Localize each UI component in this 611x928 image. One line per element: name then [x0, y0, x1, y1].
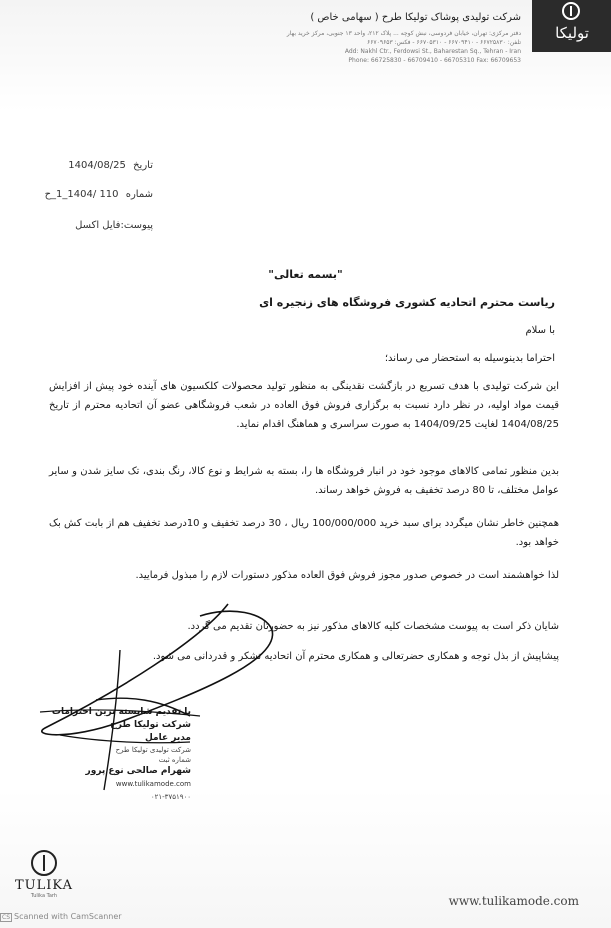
stamp-website: www.tulikamode.com [115, 780, 191, 788]
body-paragraph: این شرکت تولیدی با هدف تسریع در بازگشت نقدینگی به منظور تولید محصولات کلکسیون های آینده خود پیش از افزایش قیمت مواد اولیه، در نظر دارد نسبت به برگزاری فروش فوق العاده در شعب فروشگاهی عضو آن اتحادیه محترم از تاریخ 1404/08/25 لغایت 1404/09/25 به صورت سراسری و هماهنگ اقدام نماید. [49, 381, 559, 430]
company-name: شرکت تولیدی پوشاک تولیکا طرح ( سهامی خاص ) [310, 12, 521, 23]
camscanner-icon: CS [2, 914, 10, 921]
scanner-text: Scanned with CamScanner [14, 912, 122, 921]
number-label: شماره [125, 189, 153, 200]
signer-name: شهرام صالحی نوع پرور [85, 766, 191, 776]
greeting: با سلام [525, 325, 555, 336]
address-line: Add: Nakhl Ctr., Ferdowsi St., Baharestan Sq., Tehran - Iran [344, 48, 521, 55]
address-line: Phone: 66725830 - 66709410 - 66705310 Fax: 66709653 [348, 57, 521, 64]
body-paragraph: پیشاپیش از بذل توجه و همکاری حضرتعالی و همکاری محترم آن اتحادیه تشکر و قدردانی می شود. [152, 651, 559, 662]
date-value: 1404/08/25 [68, 160, 126, 171]
closing-line: با تقدیم شایسته ترین احترامات [51, 707, 191, 717]
body-paragraph: لذا خواهشمند است در خصوص صدور مجوز فروش فوق العاده مذکور دستورات لازم را مبذول فرمایید. [135, 570, 559, 581]
bismillah-heading: "بسمه تعالی" [268, 268, 343, 281]
attachment-note: پیوست:فایل اکسل [75, 220, 153, 231]
body-paragraph: همچنین خاطر نشان میگردد برای سبد خرید 100/000/000 ریال ، 30 درصد تخفیف و 10درصد تخفیف هم از بابت کش بک خواهد بود. [49, 518, 559, 548]
signer-title: مدیر عامل [144, 733, 191, 743]
body-paragraph: بدین منظور تمامی کالاهای موجود خود در انبار فروشگاه ها را، بسته به شرایط و نوع کالا، رنگ بندی، تک سایز شدن و سایر عوامل مختلف، تا 80 درصد تخفیف به فروش خواهد رساند. [49, 466, 559, 496]
address-line: دفتر مرکزی: تهران، خیابان فردوسی، نبش کوچه ... پلاک ۲۱۲، واحد ۱۳ جنوبی، مرکز خرید بهار [286, 30, 521, 37]
footer-website: www.tulikamode.com [448, 894, 579, 908]
scanner-watermark [0, 912, 122, 922]
footer-brand [14, 850, 74, 899]
tulip-emblem-icon [31, 850, 57, 876]
footer-brand-sub: Tulika Tarh [30, 893, 58, 899]
body-paragraph: شایان ذکر است به پیوست مشخصات کلیه کالاهای مذکور نیز به حضورتان تقدیم می گردد. [187, 621, 559, 632]
number-value: 110 /1404_1_ح [44, 189, 119, 200]
address-line: تلفن: ۶۶۷۲۵۸۳۰ - ۶۶۷۰۹۴۱۰ - ۶۶۷۰۵۳۱۰ - فکس: ۶۶۷۰۹۶۵۳ [366, 39, 521, 46]
stamp-company: شرکت تولیدی تولیکا طرح [115, 746, 191, 754]
logo-text: تولیکا [555, 24, 589, 42]
recipient-line: ریاست محترم اتحادیه کشوری فروشگاه های زنجیره ای [259, 296, 555, 309]
stamp-registration: شماره ثبت [158, 756, 191, 764]
stamp-phone: ۰۲۱-۳۷۵۱۹۰۰ [150, 793, 191, 801]
footer-brand-name: TULIKA [15, 878, 73, 893]
date-label: تاریخ [133, 160, 153, 171]
signer-company: شرکت تولیکا طرح [110, 720, 191, 730]
intro-line: احتراما بدینوسیله به استحضار می رساند؛ [384, 353, 555, 364]
